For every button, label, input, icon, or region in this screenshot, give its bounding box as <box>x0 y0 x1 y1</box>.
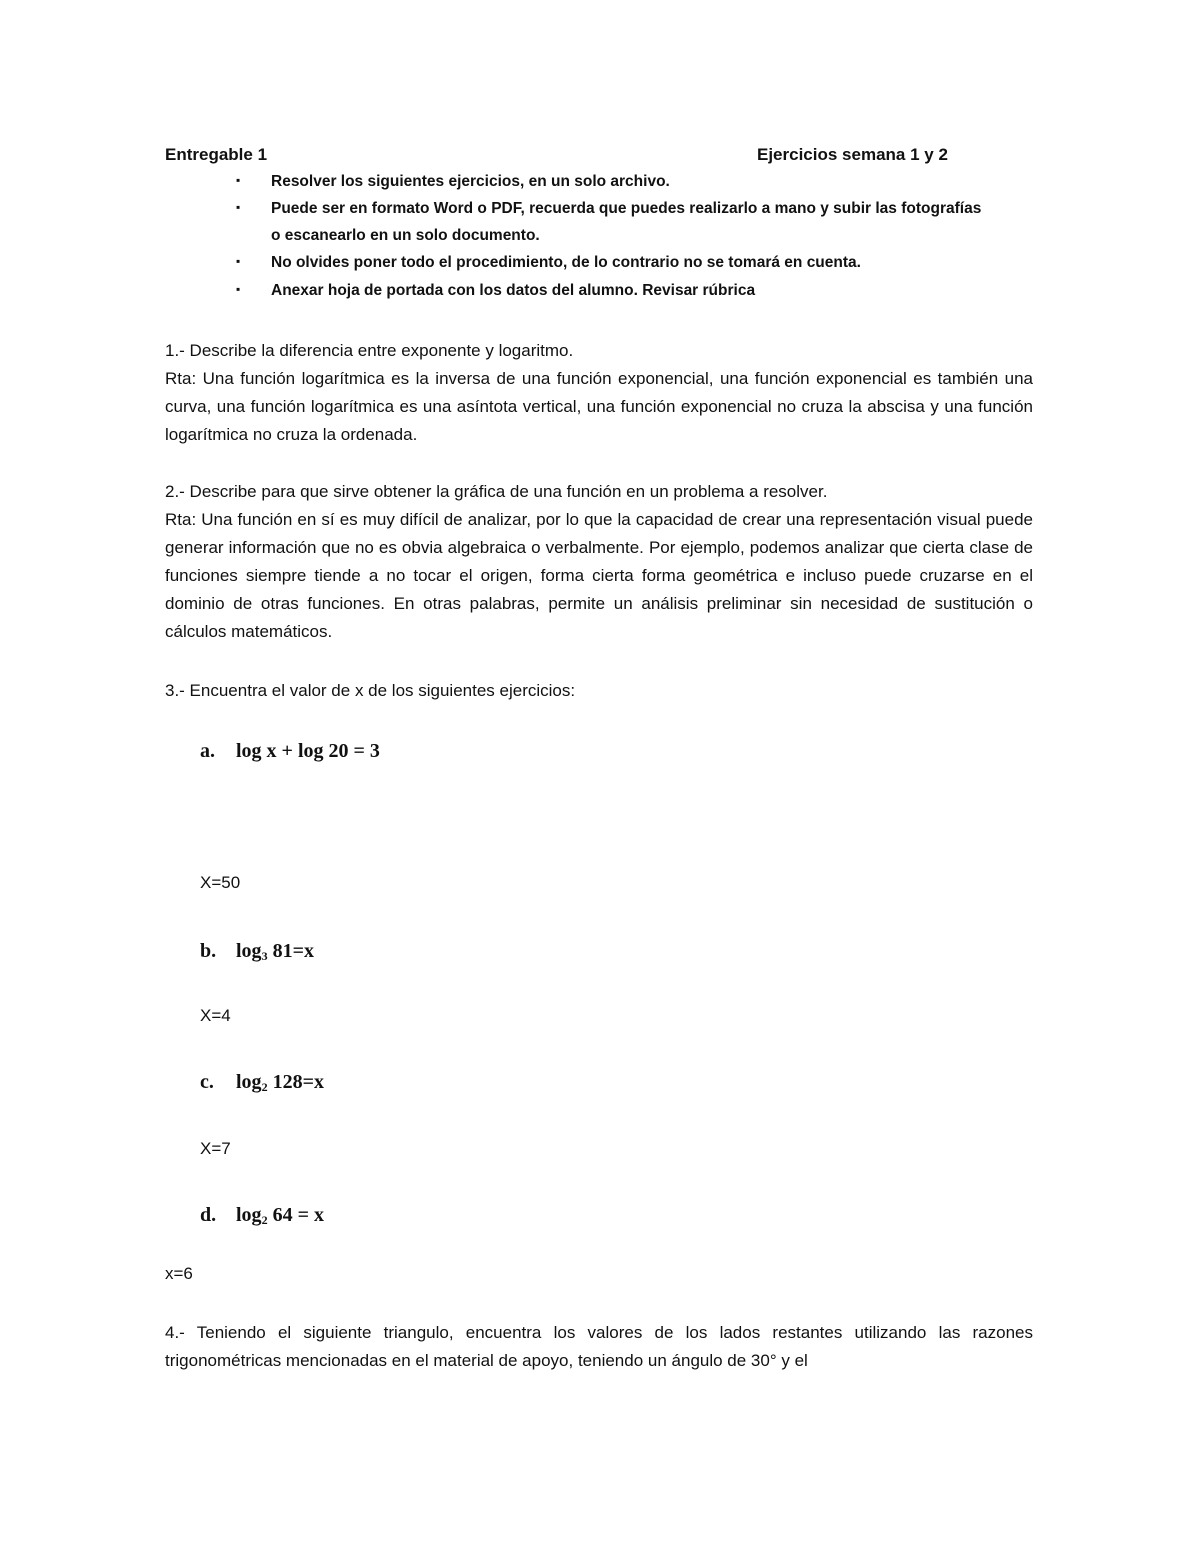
weeks-title: Ejercicios semana 1 y 2 <box>757 145 948 164</box>
bullet-icon: ▪ <box>236 173 241 187</box>
exercise-label: d. <box>200 1204 217 1226</box>
bullet-icon: ▪ <box>236 282 241 296</box>
exercise-a-answer: X=50 <box>200 873 241 892</box>
exercise-expression <box>236 1071 324 1095</box>
exercise-label: a. <box>200 740 215 762</box>
answer-1: Rta: Una función logarítmica es la inversa de una función exponencial, una función exponencial es también una curva, una función logarítmica es una asíntota vertical, una función exponencial no cruza la abscisa y una función logarítmica no cruza la ordenada. <box>165 369 1033 444</box>
log-base-subscript: 2 <box>261 1213 268 1227</box>
question-1: 1.- Describe la diferencia entre exponente y logaritmo. <box>165 341 574 360</box>
exercise-expression <box>236 940 314 964</box>
bullet-icon: ▪ <box>236 254 241 268</box>
instruction-text: Anexar hoja de portada con los datos del alumno. Revisar rúbrica <box>271 282 756 299</box>
instruction-text: No olvides poner todo el procedimiento, de lo contrario no se tomará en cuenta. <box>271 254 861 271</box>
exercise-d-answer: x=6 <box>165 1264 193 1283</box>
exercise-label: c. <box>200 1071 214 1093</box>
question-2: 2.- Describe para que sirve obtener la gráfica de una función en un problema a resolver. <box>165 482 828 501</box>
question-4: 4.- Teniendo el siguiente triangulo, encuentra los valores de los lados restantes utilizando las razones trigonométricas mencionadas en el material de apoyo, teniendo un ángulo de 30° y el <box>165 1323 1033 1370</box>
expression-base: log <box>236 1204 262 1226</box>
expression-base: log x + log 20 = 3 <box>236 740 380 762</box>
log-base-subscript: 3 <box>261 949 268 963</box>
expression-rest: 128=x <box>267 1071 324 1093</box>
instruction-text: Resolver los siguientes ejercicios, en un solo archivo. <box>271 173 670 190</box>
expression-rest: 64 = x <box>267 1204 324 1226</box>
exercise-expression <box>236 1204 324 1228</box>
bullet-icon: ▪ <box>236 200 241 214</box>
exercise-label: b. <box>200 940 217 962</box>
expression-base: log <box>236 940 262 962</box>
exercise-expression <box>236 740 380 763</box>
instruction-text: o escanearlo en un solo documento. <box>271 227 540 244</box>
expression-base: log <box>236 1071 262 1093</box>
question-3: 3.- Encuentra el valor de x de los siguientes ejercicios: <box>165 681 576 700</box>
log-base-subscript: 2 <box>261 1080 268 1094</box>
answer-2: Rta: Una función en sí es muy difícil de analizar, por lo que la capacidad de crear una representación visual puede generar información que no es obvia algebraica o verbalmente. Por ejemplo, podemos analizar que cierta clase de funciones siempre tiende a no tocar el origen, forma cierta forma geométrica e incluso puede cruzarse en el dominio de otras funciones. En otras palabras, permite un análisis preliminar sin necesidad de sustitución o cálculos matemáticos. <box>165 510 1033 641</box>
instruction-text: Puede ser en formato Word o PDF, recuerda que puedes realizarlo a mano y subir las fotografías <box>271 200 982 217</box>
exercise-c-answer: X=7 <box>200 1139 231 1158</box>
expression-rest: 81=x <box>267 940 314 962</box>
deliverable-title: Entregable 1 <box>165 145 268 164</box>
exercise-b-answer: X=4 <box>200 1006 231 1025</box>
